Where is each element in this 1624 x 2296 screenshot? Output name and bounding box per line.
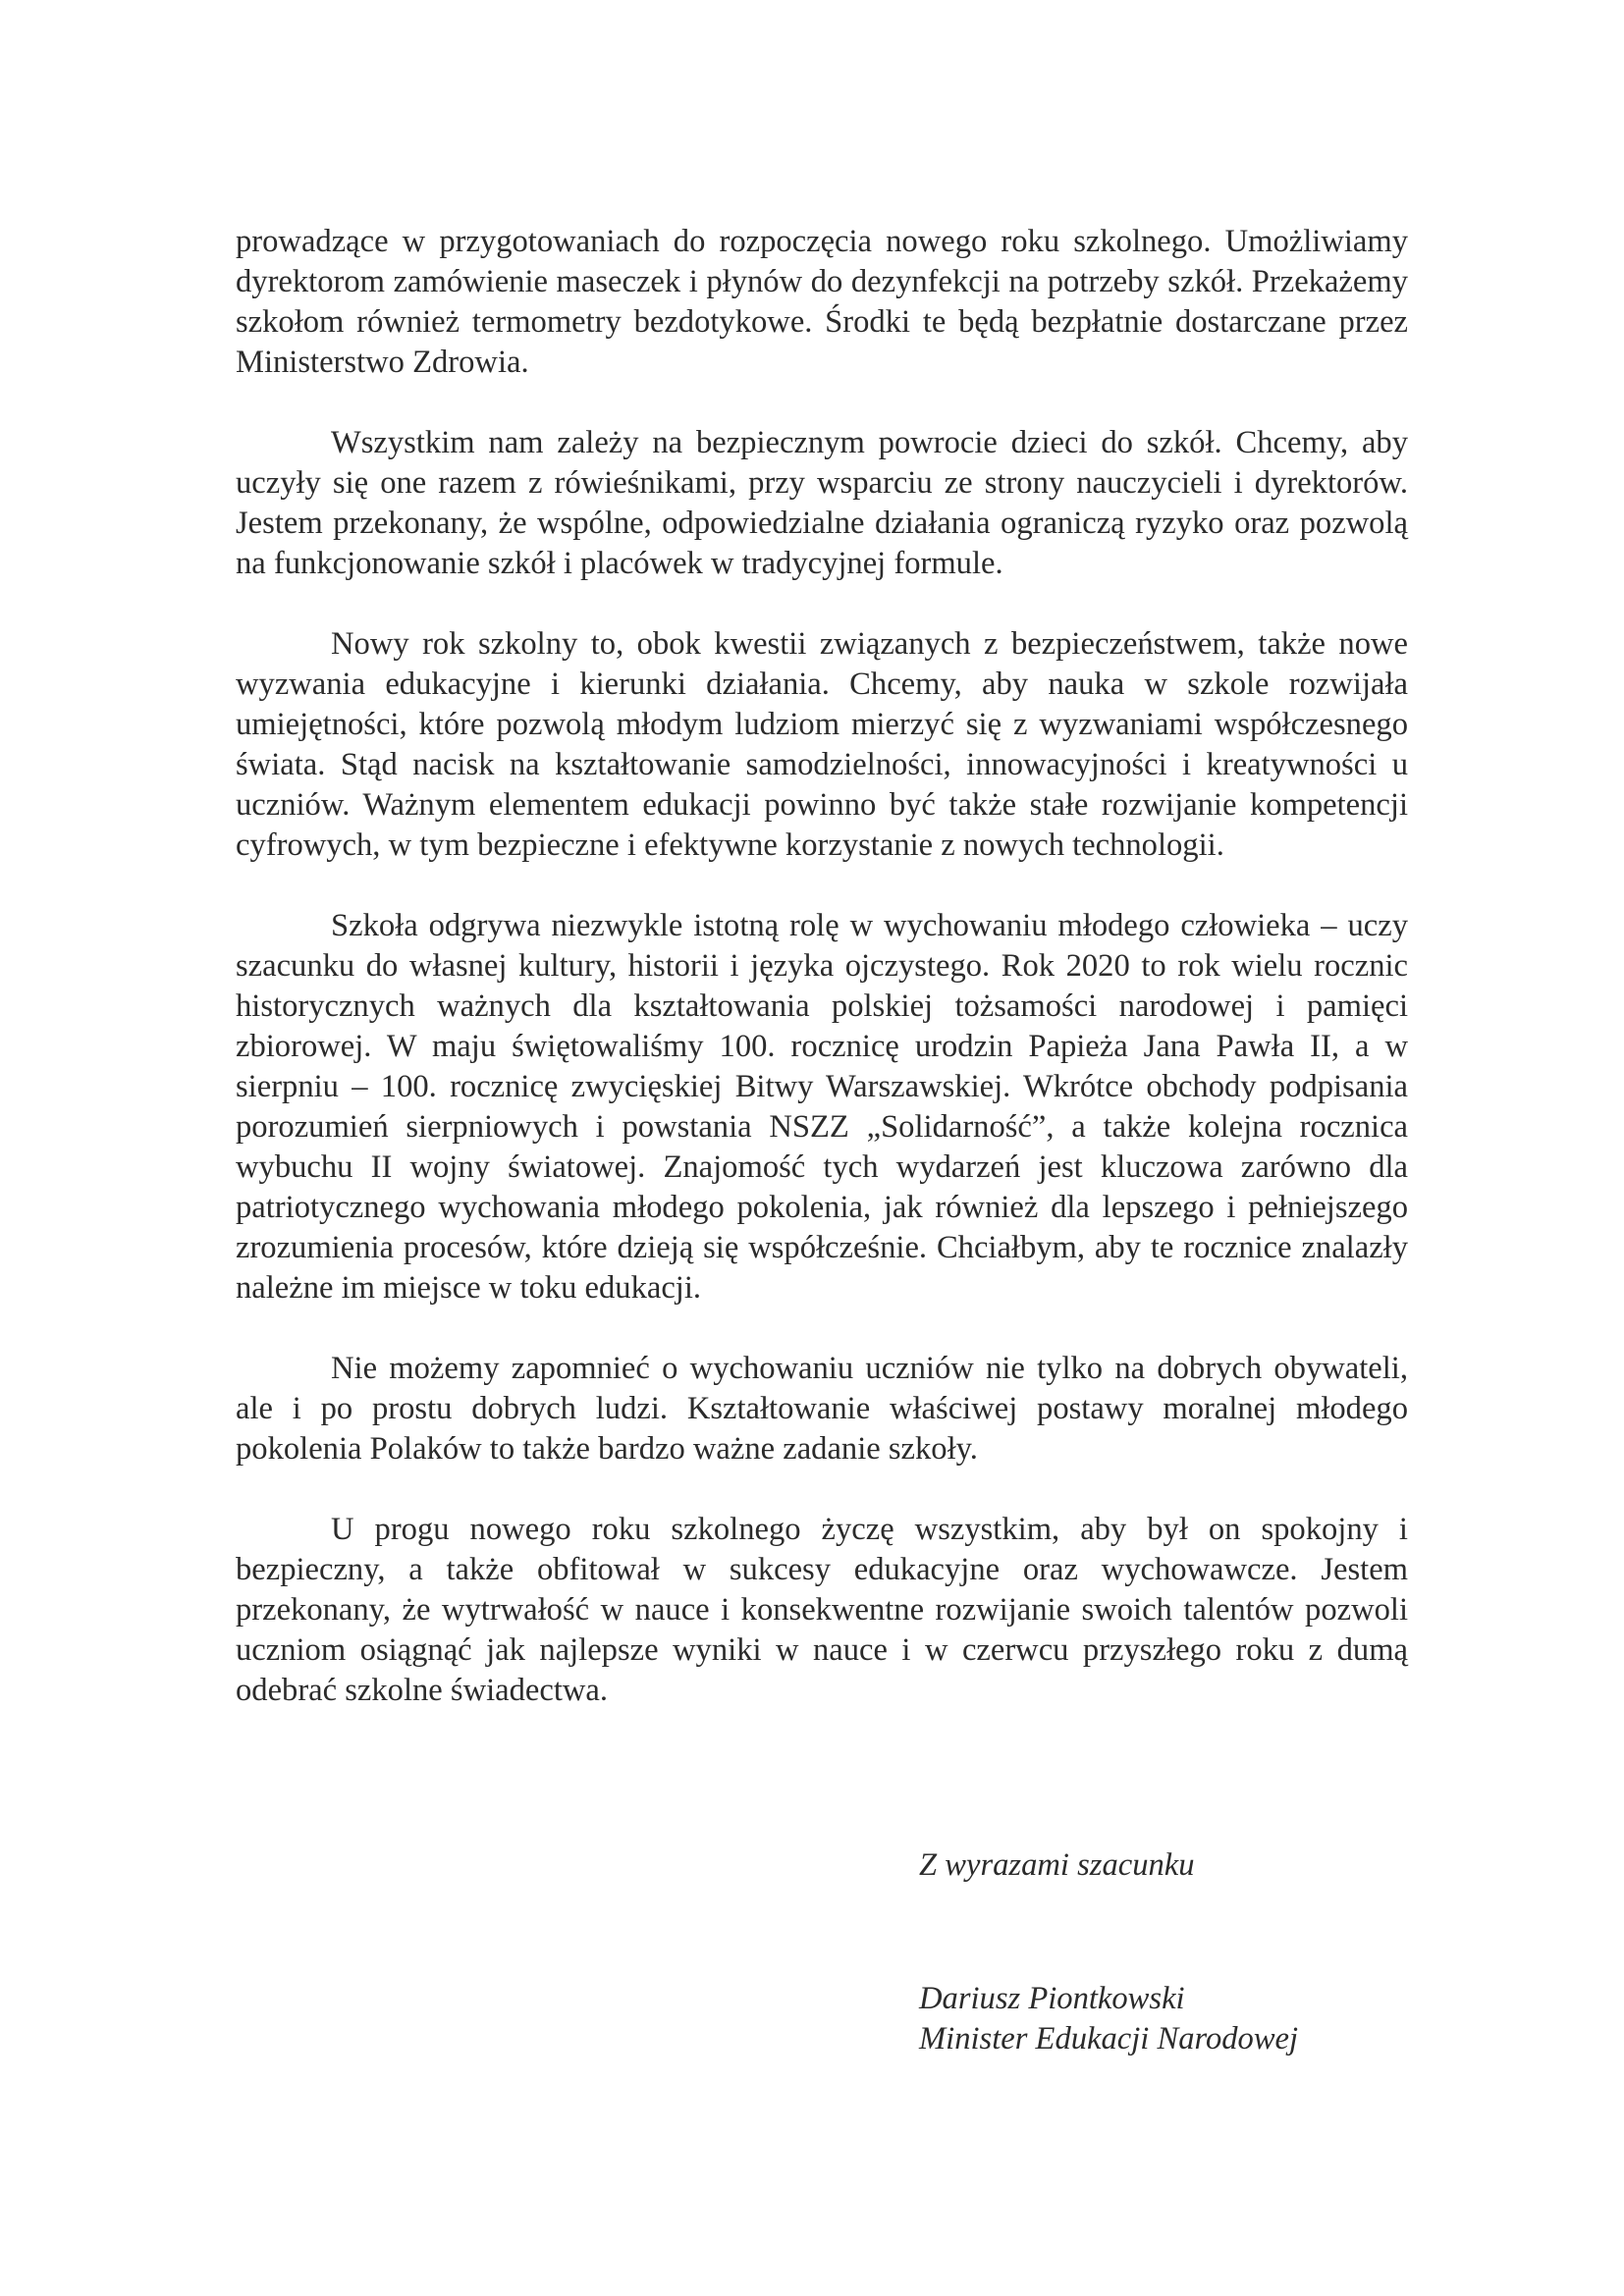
paragraph-history: Szkoła odgrywa niezwykle istotną rolę w wychowaniu młodego człowieka – uczy szacunku do własnej kultury, historii i języka ojczystego. Rok 2020 to rok wielu rocznic historycznych ważnych dla kształtowania polskiej tożsamości narodowej i pamięci zbiorowej. W maju świętowaliśmy 100. rocznicę urodzin Papieża Jana Pawła II, a w sierpniu – 100. rocznicę zwycięskiej Bitwy Warszawskiej. Wkrótce obchody podpisania porozumień sierpniowych i powstania NSZZ „Solidarność”, a także kolejna rocznica wybuchu II wojny światowej. Znajomość tych wydarzeń jest kluczowa zarówno dla patriotycznego wychowania młodego pokolenia, jak również dla lepszego i pełniejszego zrozumienia procesów, które dzieją się współcześnie. Chciałbym, aby te rocznice znalazły należne im miejsce w toku edukacji.	[236, 908, 1408, 1306]
paragraph-safe-return: Wszystkim nam zależy na bezpiecznym powrocie dzieci do szkół. Chcemy, aby uczyły się one razem z rówieśnikami, przy wsparciu ze strony nauczycieli i dyrektorów. Jestem przekonany, że wspólne, odpowiedzialne działania ograniczą ryzyko oraz pozwolą na funkcjonowanie szkół i placówek w tradycyjnej formule.	[236, 425, 1408, 581]
signatory-title: Minister Edukacji Narodowej	[919, 2021, 1299, 2056]
paragraph-new-challenges: Nowy rok szkolny to, obok kwestii związanych z bezpieczeństwem, także nowe wyzwania edukacyjne i kierunki działania. Chcemy, aby nauka w szkole rozwijała umiejętności, które pozwolą młodym ludziom mierzyć się z wyzwaniami współczesnego świata. Stąd nacisk na kształtowanie samodzielności, innowacyjności i kreatywności u uczniów. Ważnym elementem edukacji powinno być także stałe rozwijanie kompetencji cyfrowych, w tym bezpieczne i efektywne korzystanie z nowych technologii.	[236, 626, 1408, 863]
signatory-name: Dariusz Piontkowski	[919, 1981, 1185, 2016]
paragraph-continuation: prowadzące w przygotowaniach do rozpoczęcia nowego roku szkolnego. Umożliwiamy dyrektorom zamówienie maseczek i płynów do dezynfekcji na potrzeby szkół. Przekażemy szkołom również termometry bezdotykowe. Środki te będą bezpłatnie dostarczane przez Ministerstwo Zdrowia.	[236, 224, 1408, 380]
paragraph-wishes: U progu nowego roku szkolnego życzę wszystkim, aby był on spokojny i bezpieczny, a także obfitował w sukcesy edukacyjne oraz wychowawcze. Jestem przekonany, że wytrwałość w nauce i konsekwentne rozwijanie swoich talentów pozwoli uczniom osiągnąć jak najlepsze wyniki w nauce i w czerwcu przyszłego roku z dumą odebrać szkolne świadectwa.	[236, 1512, 1408, 1708]
closing-salutation: Z wyrazami szacunku	[919, 1847, 1195, 1883]
letter-body	[236, 222, 1408, 1751]
paragraph-upbringing: Nie możemy zapomnieć o wychowaniu uczniów nie tylko na dobrych obywateli, ale i po prostu dobrych ludzi. Kształtowanie właściwej postawy moralnej młodego pokolenia Polaków to także bardzo ważne zadanie szkoły.	[236, 1351, 1408, 1467]
